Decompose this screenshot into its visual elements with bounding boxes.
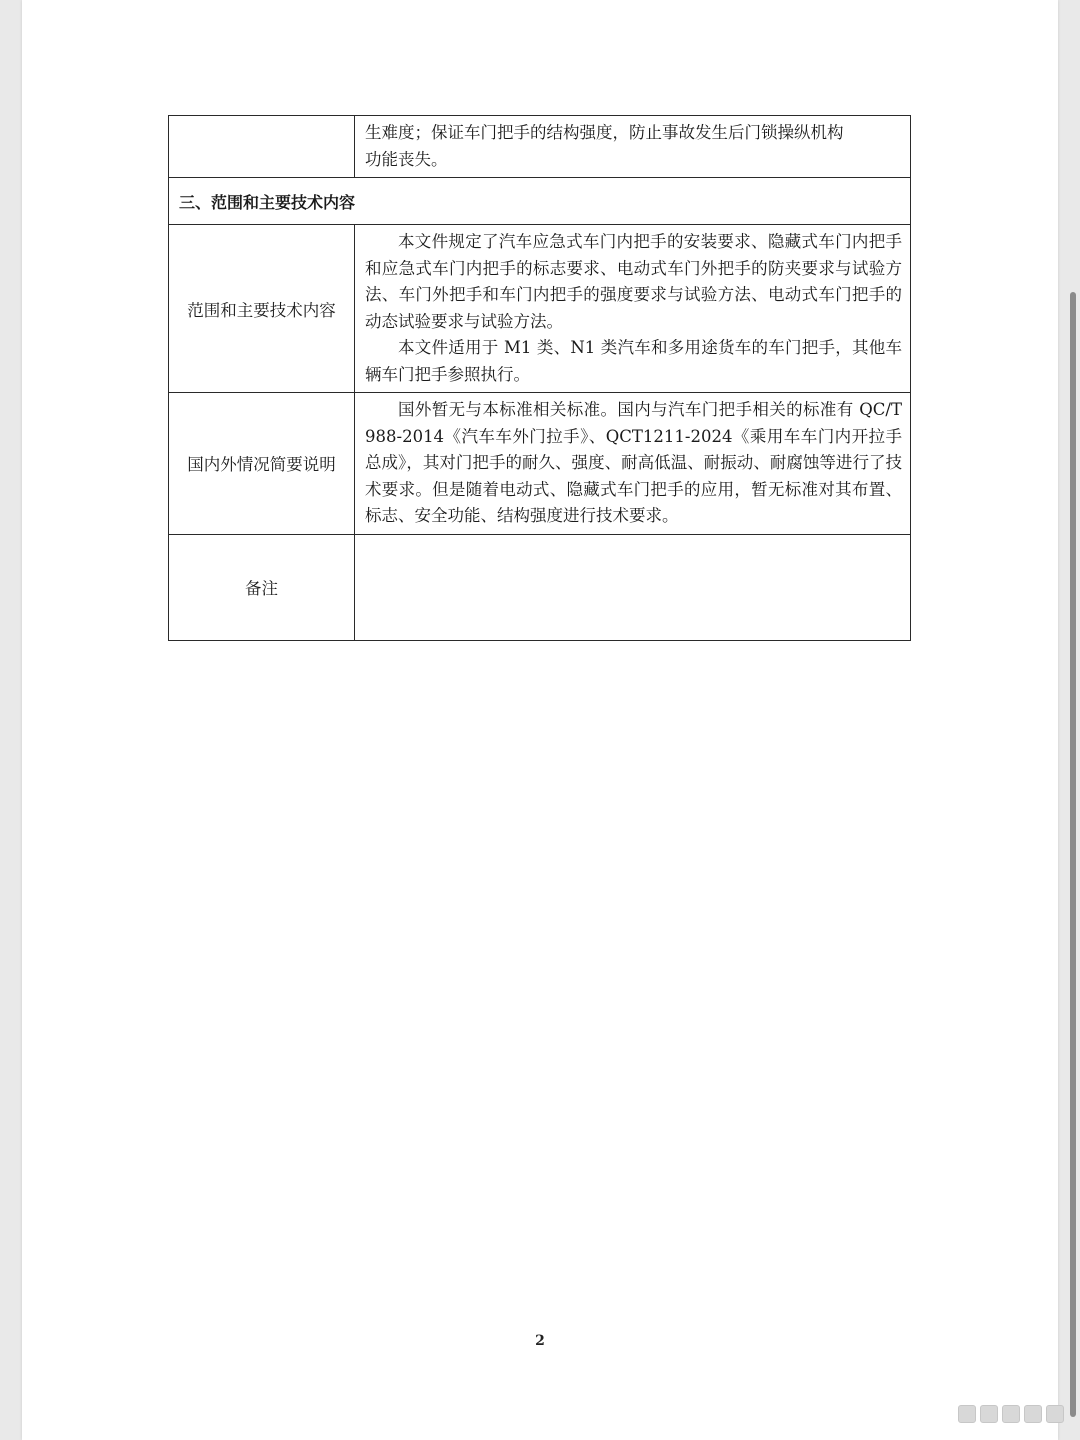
overview-paragraph: 国外暂无与本标准相关标准。国内与汽车门把手相关的标准有 QC/T 988-2014《汽车车外门拉手》、QCT1211-2024《乘用车车门内开拉手总成》，其对门把手的耐久、强度、耐高低温、耐振动、耐腐蚀等进行了技术要求。但是随着电动式、隐藏式车门把手的应用，暂无标准对其布置、标志、安全功能、结构强度进行技术要求。 [365, 400, 902, 525]
continuation-line: 生难度；保证车门把手的结构强度，防止事故发生后门锁操纵机构 [365, 123, 844, 142]
continuation-content-cell [355, 116, 911, 178]
page-progress-indicator [958, 1405, 1064, 1423]
progress-segment [980, 1405, 998, 1423]
table-row [169, 225, 911, 393]
document-page [22, 0, 1058, 1440]
progress-segment [1002, 1405, 1020, 1423]
table-row [169, 116, 911, 178]
scope-paragraph: 本文件适用于 M1 类、N1 类汽车和多用途货车的车门把手，其他车辆车门把手参照执行。 [365, 338, 902, 384]
standard-info-table [168, 115, 911, 641]
overview-content-cell [355, 393, 911, 535]
continuation-label-cell [169, 116, 355, 178]
vertical-scrollbar[interactable] [1070, 292, 1076, 1417]
table-row [169, 534, 911, 640]
remarks-value [355, 534, 911, 640]
table-row [169, 178, 911, 225]
remarks-label: 备注 [169, 534, 355, 640]
page-number: 2 [535, 1333, 545, 1349]
scope-label: 范围和主要技术内容 [169, 225, 355, 393]
continuation-line: 功能丧失。 [365, 149, 448, 169]
table-row [169, 393, 911, 535]
scope-content-cell [355, 225, 911, 393]
overview-label: 国内外情况简要说明 [169, 393, 355, 535]
scope-paragraph: 本文件规定了汽车应急式车门内把手的安装要求、隐藏式车门内把手和应急式车门内把手的标志要求、电动式车门外把手的防夹要求与试验方法、车门外把手和车门内把手的强度要求与试验方法、电动式车门把手的动态试验要求与试验方法。 [365, 232, 902, 331]
progress-segment [1024, 1405, 1042, 1423]
section-header: 三、范围和主要技术内容 [169, 178, 911, 225]
progress-segment [1046, 1405, 1064, 1423]
progress-segment [958, 1405, 976, 1423]
